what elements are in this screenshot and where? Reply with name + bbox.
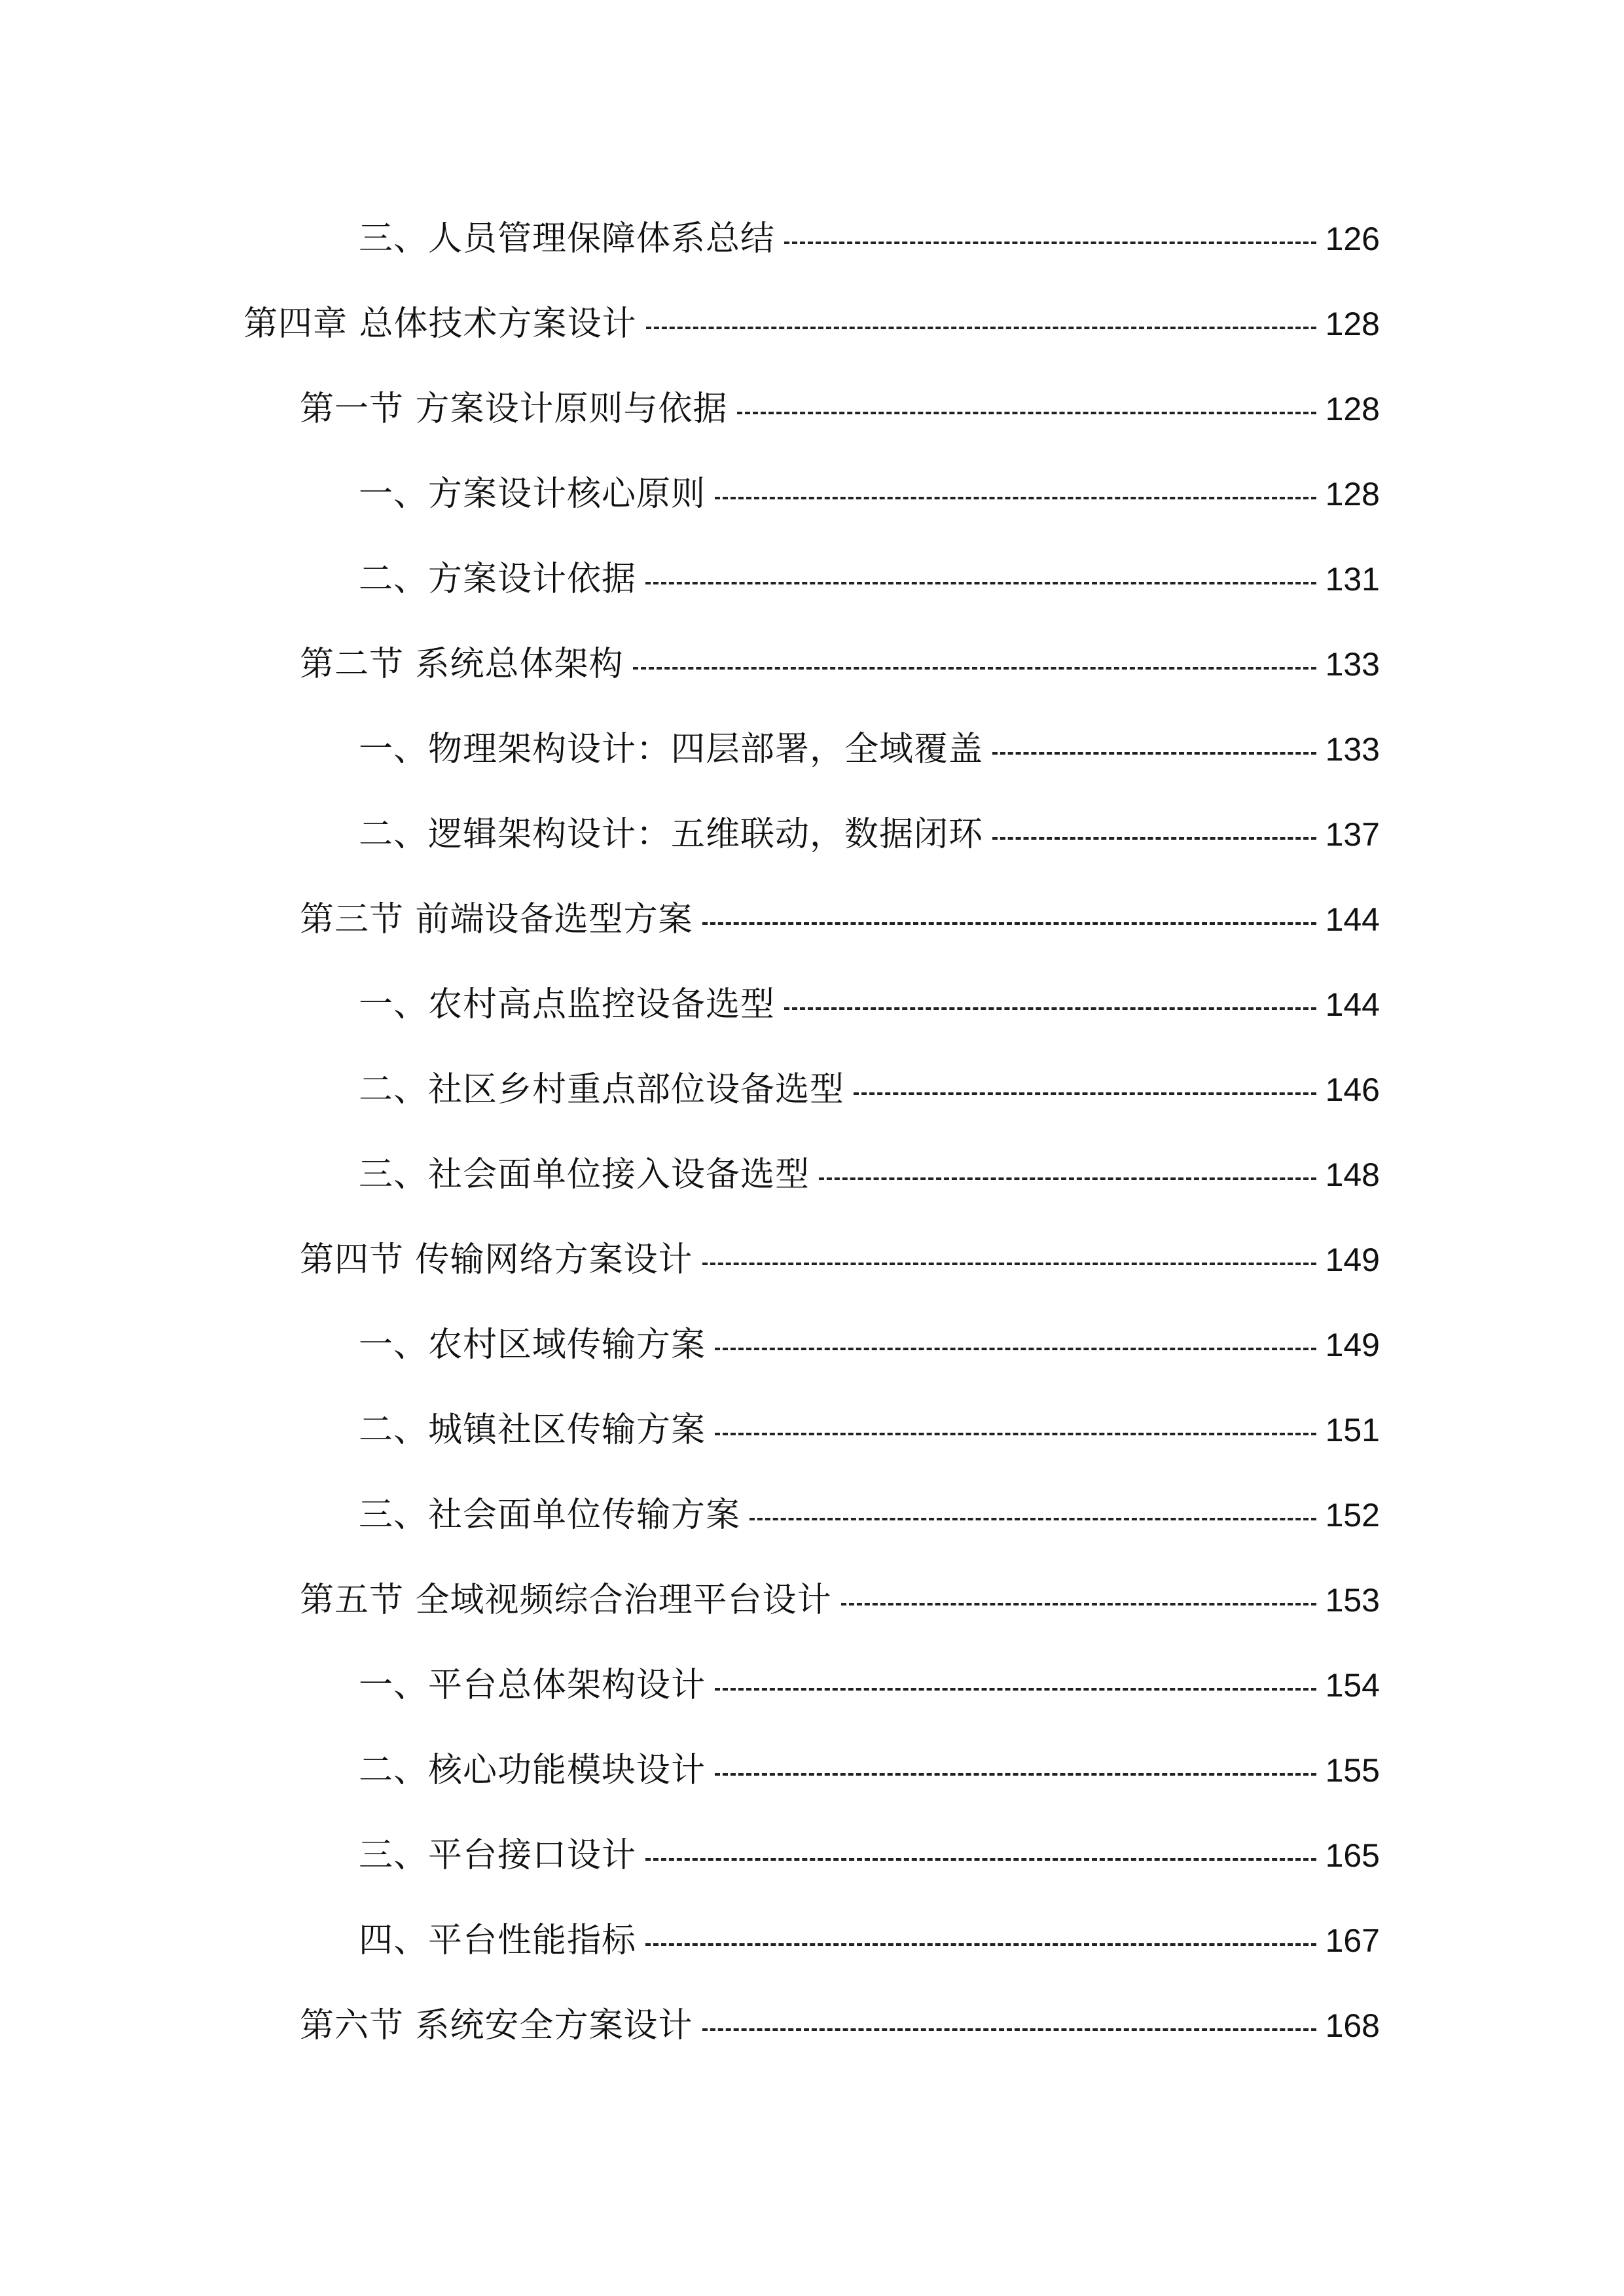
toc-entry-title: 一、农村高点监控设备选型	[359, 985, 776, 1024]
toc-entry[interactable]	[359, 1744, 1380, 1797]
toc-dot-leader	[784, 242, 1316, 244]
toc-entry[interactable]	[359, 1404, 1380, 1456]
toc-entry[interactable]	[359, 213, 1380, 265]
toc-entry[interactable]	[300, 383, 1380, 435]
toc-entry-title: 二、城镇社区传输方案	[359, 1410, 706, 1450]
toc-entry-page: 165	[1325, 1837, 1380, 1874]
toc-entry-title: 二、逻辑架构设计：五维联动，数据闭环	[359, 815, 984, 854]
toc-entry-title: 三、社会面单位接入设备选型	[359, 1155, 810, 1194]
toc-dot-leader	[784, 1007, 1316, 1010]
toc-entry-title: 一、方案设计核心原则	[359, 475, 706, 514]
toc-entry-title: 一、平台总体架构设计	[359, 1666, 706, 1705]
toc-entry[interactable]	[359, 468, 1380, 520]
toc-entry-title: 第六节 系统安全方案设计	[300, 2006, 693, 2045]
toc-entry[interactable]	[359, 1659, 1380, 1712]
toc-dot-leader	[819, 1177, 1316, 1180]
toc-entry-title: 第三节 前端设备选型方案	[300, 900, 693, 939]
toc-entry-page: 149	[1325, 1327, 1380, 1363]
toc-dot-leader	[633, 667, 1316, 670]
toc-dot-leader	[702, 1263, 1316, 1265]
toc-entry-page: 131	[1325, 561, 1380, 598]
toc-dot-leader	[715, 1348, 1316, 1350]
toc-dot-leader	[702, 2028, 1316, 2031]
toc-dot-leader	[645, 582, 1316, 584]
toc-dot-leader	[715, 1688, 1316, 1691]
toc-entry-title: 第二节 系统总体架构	[300, 645, 624, 684]
toc-entry[interactable]	[244, 298, 1380, 350]
toc-entry-page: 133	[1325, 731, 1380, 768]
toc-entry-page: 128	[1325, 391, 1380, 427]
toc-entry-title: 第四节 传输网络方案设计	[300, 1240, 693, 1280]
toc-entry-page: 137	[1325, 816, 1380, 853]
toc-dot-leader	[715, 1773, 1316, 1776]
toc-dot-leader	[992, 752, 1316, 755]
toc-entry-page: 153	[1325, 1582, 1380, 1619]
toc-entry-title: 第一节 方案设计原则与依据	[300, 389, 728, 429]
toc-entry-page: 133	[1325, 646, 1380, 683]
toc-entry[interactable]	[359, 1319, 1380, 1371]
toc-dot-leader	[992, 837, 1316, 840]
toc-entry[interactable]	[359, 1064, 1380, 1116]
toc-entry-title: 第四章 总体技术方案设计	[244, 304, 637, 344]
toc-entry-page: 155	[1325, 1752, 1380, 1789]
toc-entry[interactable]	[359, 1149, 1380, 1201]
toc-entry[interactable]	[359, 808, 1380, 861]
toc-entry-page: 168	[1325, 2007, 1380, 2044]
toc-entry-page: 167	[1325, 1922, 1380, 1959]
toc-entry-page: 151	[1325, 1412, 1380, 1448]
toc-entry[interactable]	[300, 893, 1380, 946]
toc-entry[interactable]	[359, 1829, 1380, 1882]
toc-entry-page: 149	[1325, 1242, 1380, 1278]
toc-entry-page: 146	[1325, 1071, 1380, 1108]
toc-entry-page: 128	[1325, 306, 1380, 342]
toc-entry[interactable]	[359, 723, 1380, 776]
toc-entry-title: 一、物理架构设计：四层部署，全域覆盖	[359, 730, 984, 769]
toc-entry-title: 四、平台性能指标	[359, 1921, 637, 1960]
toc-entry-title: 第五节 全域视频综合治理平台设计	[300, 1581, 832, 1620]
toc-entry-title: 二、社区乡村重点部位设备选型	[359, 1070, 845, 1109]
toc-dot-leader	[737, 412, 1316, 414]
toc-dot-leader	[646, 327, 1316, 329]
toc-entry[interactable]	[300, 2000, 1380, 2052]
toc-entry-title: 三、平台接口设计	[359, 1836, 637, 1875]
toc-dot-leader	[702, 922, 1316, 925]
toc-entry[interactable]	[300, 1234, 1380, 1286]
toc-entry-title: 三、人员管理保障体系总结	[359, 219, 776, 259]
toc-dot-leader	[715, 497, 1316, 499]
toc-entry-title: 三、社会面单位传输方案	[359, 1496, 741, 1535]
toc-entry-page: 128	[1325, 476, 1380, 512]
toc-dot-leader	[854, 1092, 1316, 1095]
toc-dot-leader	[841, 1603, 1316, 1605]
toc-entry-page: 126	[1325, 221, 1380, 257]
toc-entry-title: 一、农村区域传输方案	[359, 1325, 706, 1365]
toc-entry-page: 152	[1325, 1497, 1380, 1534]
toc-entry-page: 154	[1325, 1667, 1380, 1704]
toc-entry-page: 144	[1325, 986, 1380, 1023]
toc-dot-leader	[645, 1858, 1316, 1861]
toc-entry[interactable]	[300, 638, 1380, 691]
toc-entry[interactable]	[359, 1914, 1380, 1967]
toc-entry[interactable]	[359, 978, 1380, 1031]
toc-entry-page: 144	[1325, 901, 1380, 938]
toc-entry-title: 二、核心功能模块设计	[359, 1751, 706, 1790]
toc-dot-leader	[645, 1943, 1316, 1946]
toc-dot-leader	[749, 1518, 1316, 1520]
toc-dot-leader	[715, 1433, 1316, 1435]
toc-entry-page: 148	[1325, 1157, 1380, 1193]
toc-entry-title: 二、方案设计依据	[359, 560, 637, 599]
toc-entry[interactable]	[359, 1489, 1380, 1541]
toc-entry[interactable]	[359, 553, 1380, 605]
toc-entry[interactable]	[300, 1574, 1380, 1626]
